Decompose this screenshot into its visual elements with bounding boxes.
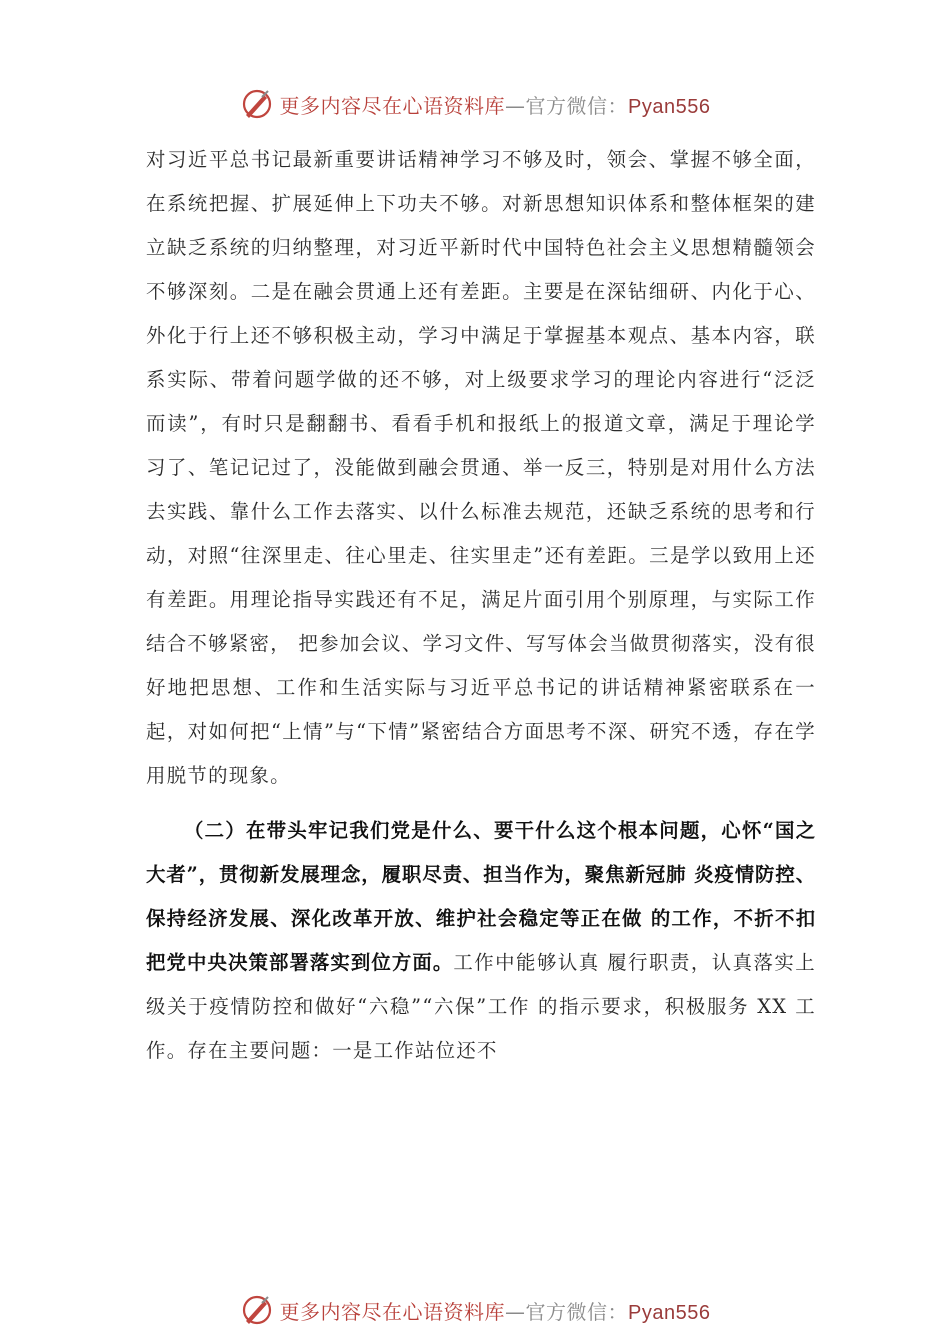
header-brand: 更多内容尽在心语资料库 <box>279 93 506 118</box>
paragraph-2-body: 工作中能够认真 履行职责，认真落实上级关于疫情防控和做好“六稳”“六保”工作 的指示要求，积极服务 XX 工作。存在主要问题：一是工作站位还不 <box>146 951 816 1062</box>
footer-brand: 更多内容尽在心语资料库 <box>279 1299 506 1324</box>
paragraph-2 <box>146 809 816 1073</box>
header-contact-id: Pyan556 <box>628 95 711 118</box>
footer-separator: — <box>505 1299 526 1324</box>
paragraph-2-heading: （二）在带头牢记我们党是什么、要干什么这个根本问题，心怀“国之大者”，贯彻新发展理念，履职尽责、担当作为，聚焦新冠肺 炎疫情防控、保持经济发展、深化改革开放、维护社会稳定等正在做 的工作，不折不扣把党中央决策部署落实到位方面。 <box>146 819 816 974</box>
footer-contact-label: 官方微信： <box>525 1299 629 1324</box>
pen-logo-icon <box>240 87 274 121</box>
footer-banner <box>0 1290 950 1330</box>
document-body <box>146 138 816 1073</box>
header-banner-text <box>280 90 711 119</box>
header-banner <box>0 84 950 124</box>
paragraph-1: 对习近平总书记最新重要讲话精神学习不够及时，领会、掌握不够全面，在系统把握、扩展延伸上下功夫不够。对新思想知识体系和整体框架的建立缺乏系统的归纳整理，对习近平新时代中国特色社会主义思想精髓领会不够深刻。二是在融会贯通上还有差距。主要是在深钻细研、内化于心、外化于行上还不够积极主动，学习中满足于掌握基本观点、基本内容，联系实际、带着问题学做的还不够，对上级要求学习的理论内容进行“泛泛而读”，有时只是翻翻书、看看手机和报纸上的报道文章，满足于理论学习了、笔记记过了，没能做到融会贯通、举一反三，特别是对用什么方法去实践、靠什么工作去落实、以什么标准去规范，还缺乏系统的思考和行动，对照“往深里走、往心里走、往实里走”还有差距。三是学以致用上还有差距。用理论指导实践还有不足，满足片面引用个别原理，与实际工作结合不够紧密， 把参加会议、学习文件、写写体会当做贯彻落实，没有很好地把思想、工作和生活实际与习近平总书记的讲话精神紧密联系在一起，对如何把“上情”与“下情”紧密结合方面思考不深、研究不透，存在学用脱节的现象。 <box>146 148 816 787</box>
footer-banner-text <box>280 1296 711 1325</box>
header-separator: — <box>505 93 526 118</box>
footer-contact-id: Pyan556 <box>628 1301 711 1324</box>
header-contact-label: 官方微信： <box>525 93 629 118</box>
pen-logo-icon <box>240 1293 274 1327</box>
